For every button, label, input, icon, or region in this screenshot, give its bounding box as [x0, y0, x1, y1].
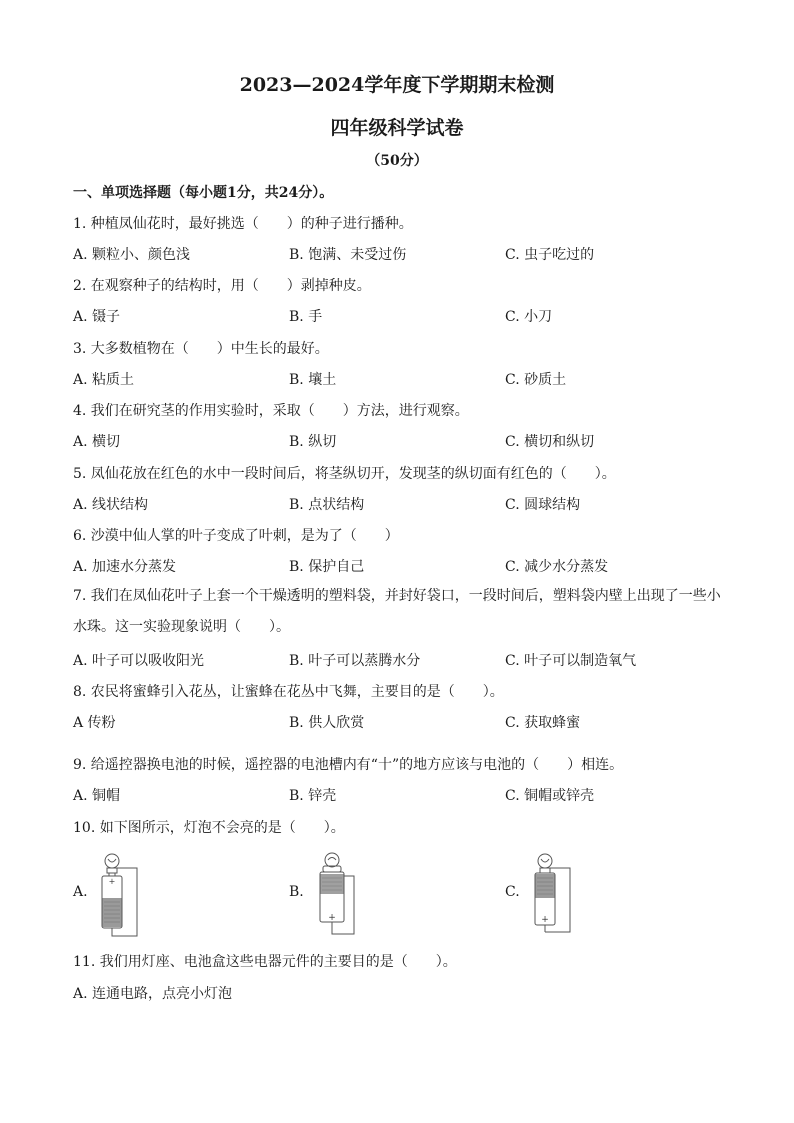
q8-option-c: C. 获取蜂蜜	[505, 715, 581, 731]
q4-option-c: C. 横切和纵切	[505, 434, 595, 450]
q5-option-a: A. 线状结构	[73, 497, 149, 513]
q7-option-b: B. 叶子可以蒸腾水分	[289, 653, 421, 669]
q5-option-c: C. 圆球结构	[505, 497, 581, 513]
q9-option-c: C. 铜帽或锌壳	[505, 788, 595, 804]
q7-option-a: A. 叶子可以吸收阳光	[73, 653, 205, 669]
circuit-b-plus: +	[328, 913, 336, 923]
q6-option-b: B. 保护自己	[289, 559, 365, 575]
exam-title: 2023—2024学年度下学期期末检测	[239, 74, 555, 96]
q9-option-b: B. 锌壳	[289, 788, 337, 804]
question-3: 3. 大多数植物在（ ）中生长的最好。	[73, 341, 329, 357]
q11-option-a: A. 连通电路，点亮小灯泡	[73, 986, 233, 1002]
question-10: 10. 如下图所示，灯泡不会亮的是（ ）。	[73, 820, 345, 836]
q8-option-b: B. 供人欣赏	[289, 715, 365, 731]
q5-option-b: B. 点状结构	[289, 497, 365, 513]
section-heading: 一、单项选择题（每小题1分，共24分）。	[73, 185, 334, 201]
q1-option-c: C. 虫子吃过的	[505, 247, 595, 263]
q10-option-a: A.	[73, 884, 88, 900]
circuit-a-plus: +	[108, 877, 116, 886]
circuit-diagram-a	[92, 850, 152, 940]
q6-option-c: C. 减少水分蒸发	[505, 559, 609, 575]
question-11: 11. 我们用灯座、电池盒这些电器元件的主要目的是（ ）。	[73, 954, 457, 970]
q7-option-c: C. 叶子可以制造氧气	[505, 653, 637, 669]
exam-subtitle: 四年级科学试卷	[330, 117, 464, 139]
circuit-diagram-c	[525, 850, 585, 940]
circuit-c-plus: +	[541, 915, 549, 925]
question-5: 5. 凤仙花放在红色的水中一段时间后，将茎纵切开，发现茎的纵切面有红色的（ ）。	[73, 466, 616, 482]
q6-option-a: A. 加速水分蒸发	[73, 559, 177, 575]
q1-option-a: A. 颗粒小、颜色浅	[73, 247, 191, 263]
q2-option-c: C. 小刀	[505, 309, 553, 325]
question-7: 7. 我们在凤仙花叶子上套一个干燥透明的塑料袋，并封好袋口，一段时间后，塑料袋内壁上出现了一些小水珠。这一实验现象说明（ ）。	[73, 588, 721, 635]
q3-option-c: C. 砂质土	[505, 372, 567, 388]
question-1: 1. 种植凤仙花时，最好挑选（ ）的种子进行播种。	[73, 216, 413, 232]
question-4: 4. 我们在研究茎的作用实验时，采取（ ）方法，进行观察。	[73, 403, 469, 419]
q4-option-b: B. 纵切	[289, 434, 337, 450]
q9-option-a: A. 铜帽	[73, 788, 121, 804]
q3-option-b: B. 壤土	[289, 372, 337, 388]
question-2: 2. 在观察种子的结构时，用（ ）剥掉种皮。	[73, 278, 371, 294]
q8-option-a: A 传粉	[73, 715, 116, 731]
q4-option-a: A. 横切	[73, 434, 121, 450]
q2-option-a: A. 镊子	[73, 309, 121, 325]
q2-option-b: B. 手	[289, 309, 323, 325]
q10-option-b: B.	[289, 884, 304, 900]
q3-option-a: A. 粘质土	[73, 372, 135, 388]
q1-option-b: B. 饱满、未受过伤	[289, 247, 407, 263]
exam-score: （50分）	[366, 153, 428, 169]
q10-option-c: C.	[505, 884, 520, 900]
question-6: 6. 沙漠中仙人掌的叶子变成了叶刺，是为了（ ）	[73, 528, 399, 544]
circuit-diagram-b	[310, 850, 370, 940]
question-8: 8. 农民将蜜蜂引入花丛，让蜜蜂在花丛中飞舞，主要目的是（ ）。	[73, 684, 504, 700]
question-9: 9. 给遥控器换电池的时候，遥控器的电池槽内有“十”的地方应该与电池的（ ）相连。	[73, 757, 624, 773]
